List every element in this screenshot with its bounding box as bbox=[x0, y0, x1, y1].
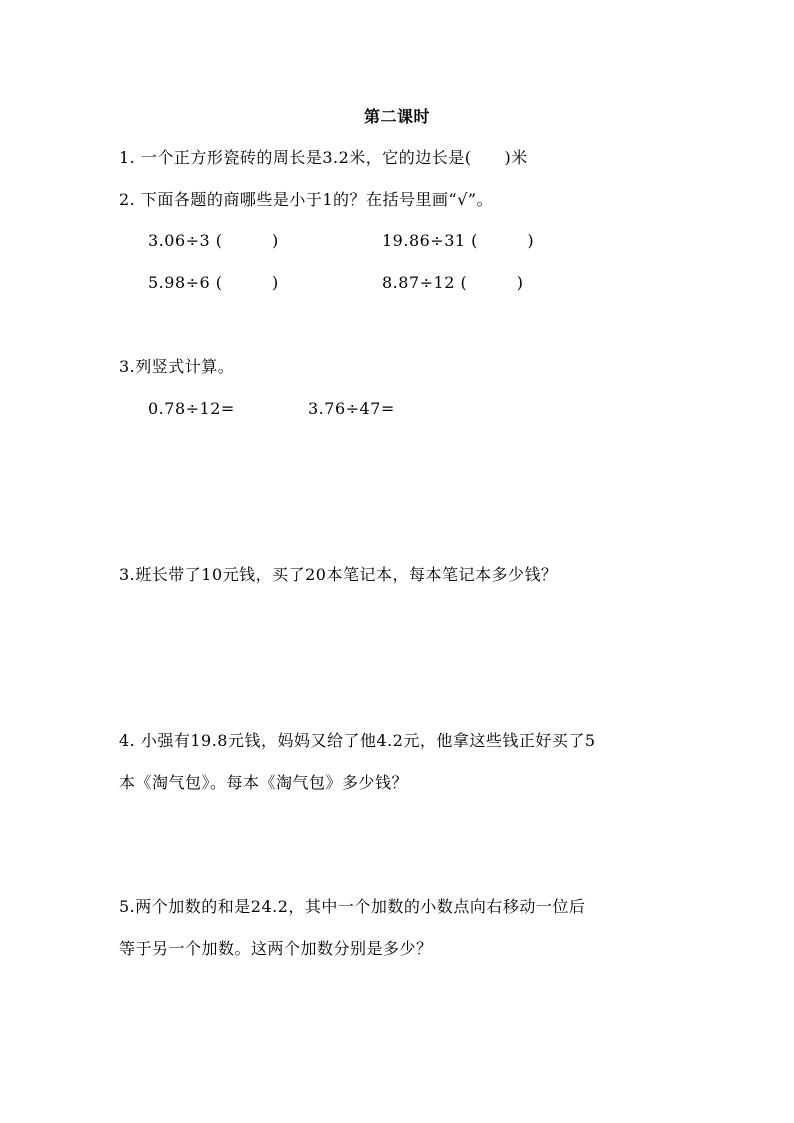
question-6-line-1: 5.两个加数的和是24.2，其中一个加数的小数点向右移动一位后 bbox=[119, 897, 586, 916]
question-1: 1. 一个正方形瓷砖的周长是3.2米，它的边长是( )米 bbox=[119, 148, 528, 167]
question-6-line-2: 等于另一个加数。这两个加数分别是多少？ bbox=[119, 939, 433, 958]
question-2: 2. 下面各题的商哪些是小于1的？在括号里画“√”。 bbox=[119, 190, 494, 209]
question-5-line-1: 4. 小强有19.8元钱，妈妈又给了他4.2元，他拿这些钱正好买了5 bbox=[119, 731, 596, 750]
page-title: 第二课时 bbox=[363, 107, 430, 126]
question-2-item-4: 8.87÷12 ( ) bbox=[382, 273, 524, 292]
question-3-item-1: 0.78÷12= bbox=[148, 399, 235, 418]
question-2-item-3: 5.98÷6 ( ) bbox=[148, 273, 279, 292]
question-4: 3.班长带了10元钱，买了20本笔记本，每本笔记本多少钱？ bbox=[119, 565, 558, 584]
question-3-item-2: 3.76÷47= bbox=[308, 399, 395, 418]
question-2-item-1: 3.06÷3 ( ) bbox=[148, 231, 279, 250]
question-3: 3.列竖式计算。 bbox=[119, 357, 235, 376]
question-5-line-2: 本《淘气包》。每本《淘气包》多少钱？ bbox=[119, 773, 409, 792]
question-2-item-2: 19.86÷31 ( ) bbox=[382, 231, 535, 250]
